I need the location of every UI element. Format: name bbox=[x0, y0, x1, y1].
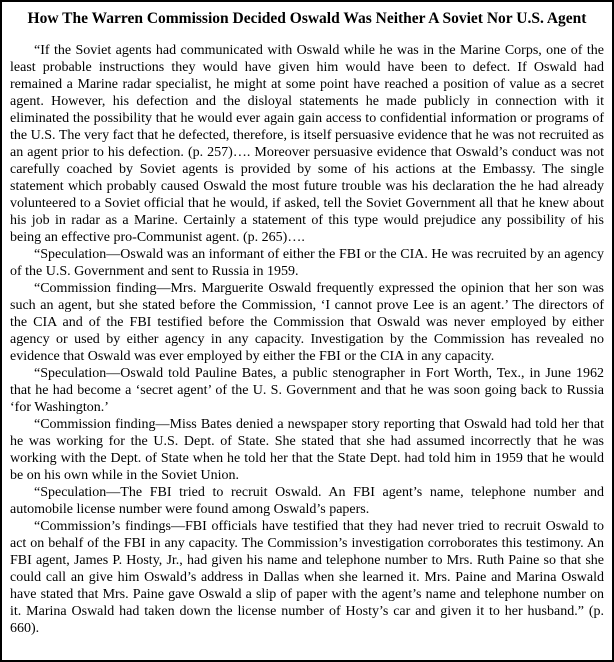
paragraph-soviet-agent-analysis: “If the Soviet agents had communicated with Oswald while he was in the Marine Corps, one of the least probable instructions they would have given him would have been to defect. If Oswald had remained a Marine radar specialist, he might at some point have reached a position of value as a secret agent. However, his defection and the disloyal statements he made publicly in connection with it eliminated the possibility that he would ever again gain access to confidential information or programs of the U.S. The very fact that he defected, therefore, is itself persuasive evidence that he was not recruited as an agent prior to his defection. (p. 257)…. Moreover persuasive evidence that Oswald’s conduct was not carefully coached by Soviet agents is provided by some of his actions at the Embassy. The single statement which probably caused Oswald the most future trouble was his declaration the he had already volunteered to a Soviet official that he would, if asked, tell the Soviet Government all that he knew about his job in radar as a Marine. Certainly a statement of this type would prejudice any possibility of his being an effective pro-Communist agent. (p. 265)…. bbox=[10, 43, 604, 245]
paragraph-speculation-fbi-cia-informant: “Speculation—Oswald was an informant of either the FBI or the CIA. He was recruited by an agency of the U.S. Government and sent to Russia in 1959. bbox=[10, 247, 604, 279]
document-title: How The Warren Commission Decided Oswald Was Neither A Soviet Nor U.S. Agent bbox=[27, 10, 587, 27]
paragraph-speculation-pauline-bates: “Speculation—Oswald told Pauline Bates, a public stenographer in Fort Worth, Tex., in June 1962 that he had become a ‘secret agent’ of the U. S. Government and that he was soon going back to Russia ‘for Washington.’ bbox=[10, 366, 604, 415]
paragraph-commission-finding-bates: “Commission finding—Miss Bates denied a newspaper story reporting that Oswald had told her that he was working for the U.S. Dept. of State. She stated that she had assumed incorrectly that he was working with the Dept. of State when he told her that the State Dept. had told him in 1959 that he would be on his own while in the Soviet Union. bbox=[10, 417, 604, 483]
paragraph-speculation-fbi-recruit: “Speculation—The FBI tried to recruit Oswald. An FBI agent’s name, telephone number and automobile license number were found among Oswald’s papers. bbox=[10, 485, 604, 517]
paragraph-commission-finding-marguerite: “Commission finding—Mrs. Marguerite Oswald frequently expressed the opinion that her son was such an agent, but she stated before the Commission, ‘I cannot prove Lee is an agent.’ The directors of the CIA and of the FBI testified before the Commission that Oswald was never employed by either agency or used by either agency in any capacity. Investigation by the Commission has revealed no evidence that Oswald was ever employed by either the FBI or the CIA in any capacity. bbox=[10, 281, 604, 364]
paragraph-commission-findings-hosty: “Commission’s findings—FBI officials have testified that they had never tried to recruit Oswald to act on behalf of the FBI in any capacity. The Commission’s investigation corroborates this testimony. An FBI agent, James P. Hosty, Jr., had given his name and telephone number to Mrs. Ruth Paine so that she could call an give him Oswald’s address in Dallas when she learned it. Mrs. Paine and Marina Oswald have stated that Mrs. Paine gave Oswald a slip of paper with the agent’s name and telephone number on it. Marina Oswald had taken down the license number of Hosty’s car and given it to her husband.” (p. 660). bbox=[10, 519, 604, 636]
